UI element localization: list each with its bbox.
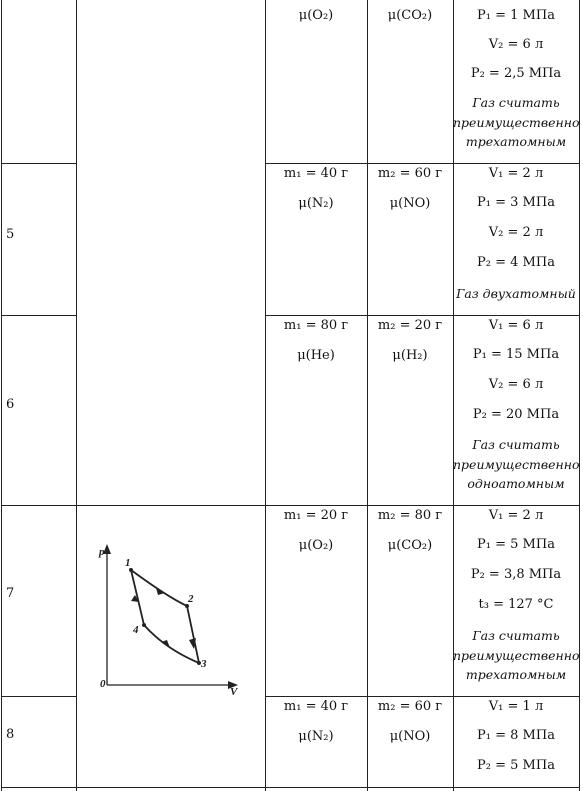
origin-label: 0 (100, 678, 106, 690)
table-row (0, 697, 583, 787)
row-number: 8 (6, 727, 15, 742)
param-value: P₂ = 20 МПа (472, 407, 560, 422)
table-border-bottom (1, 787, 580, 788)
param-value: P₁ = 1 МПа (477, 8, 555, 23)
param-value: V₁ = 6 л (488, 318, 544, 333)
param-value: P₂ = 3,8 МПа (470, 567, 562, 582)
point-4-label: 4 (133, 624, 139, 636)
param-value: V₂ = 6 л (488, 37, 544, 52)
param-value: P₂ = 5 МПа (477, 758, 555, 773)
mass-2: m₂ = 60 г (377, 166, 443, 181)
row-number: 5 (6, 227, 15, 242)
params-cell (453, 0, 579, 163)
pv-cycle-diagram (90, 540, 250, 700)
param-value: V₂ = 6 л (488, 377, 544, 392)
row-number: 7 (6, 586, 15, 601)
point-3-label: 3 (201, 658, 207, 670)
mass-1: m₁ = 40 г (283, 166, 349, 181)
param-value: P₁ = 8 МПа (477, 728, 555, 743)
params-cell (453, 506, 579, 696)
mass-1: m₁ = 80 г (283, 318, 349, 333)
molar-mass-1: μ(N₂) (298, 729, 334, 744)
mu2-cell (367, 0, 453, 163)
table-row (0, 316, 583, 505)
molar-mass-2: μ(NO) (389, 729, 431, 744)
mass2-cell (367, 164, 453, 315)
molar-mass-2: μ(H₂) (392, 348, 428, 363)
gas-note: Газ двухатомный (456, 286, 576, 301)
table-row (0, 506, 583, 696)
mass-2: m₂ = 20 г (377, 318, 443, 333)
table-row (0, 164, 583, 315)
param-value: V₁ = 2 л (488, 166, 544, 181)
param-value: P₁ = 15 МПа (472, 347, 560, 362)
point-4-dot (142, 623, 146, 627)
mass2-cell (367, 316, 453, 505)
mass-1: m₁ = 40 г (283, 699, 349, 714)
molar-mass-1: μ(N₂) (298, 196, 334, 211)
mu1-cell (265, 0, 367, 163)
param-value: P₂ = 2,5 МПа (470, 66, 562, 81)
mass1-cell (265, 164, 367, 315)
param-value: P₁ = 5 МПа (477, 537, 555, 552)
point-2-label: 2 (188, 593, 194, 605)
param-value: V₂ = 2 л (488, 225, 544, 240)
molar-mass-2: μ(CO₂) (387, 538, 433, 553)
gas-note: Газ считать преимущественно трехатомным (453, 628, 580, 682)
param-value: t₃ = 127 °С (478, 597, 554, 612)
mass1-cell (265, 506, 367, 696)
param-value: P₁ = 3 МПа (477, 195, 555, 210)
mass-1: m₁ = 20 г (283, 508, 349, 523)
param-value: V₁ = 2 л (488, 508, 544, 523)
params-cell (453, 697, 579, 787)
mass2-cell (367, 697, 453, 787)
gas-note: Газ считать преимущественно трехатомным (453, 95, 580, 149)
molar-mass-2: μ(NO) (389, 196, 431, 211)
params-cell (453, 164, 579, 315)
param-value: V₁ = 1 л (488, 699, 544, 714)
table-row (0, 0, 583, 163)
mass-2: m₂ = 80 г (377, 508, 443, 523)
gas-note: Газ считать преимущественно одноатомным (453, 437, 580, 491)
cycle-path (131, 570, 199, 663)
molar-mass-1: μ(O₂) (298, 538, 334, 553)
mass1-cell (265, 697, 367, 787)
arrow-1-2 (156, 588, 165, 595)
molar-mass-1: μ(He) (297, 348, 335, 363)
row-number: 6 (6, 397, 15, 412)
molar-mass-2: μ(CO₂) (387, 8, 433, 23)
point-1-label: 1 (125, 557, 131, 569)
molar-mass-1: μ(O₂) (298, 8, 334, 23)
mass1-cell (265, 316, 367, 505)
mass2-cell (367, 506, 453, 696)
axis-p-label: p (99, 546, 105, 558)
mass-2: m₂ = 60 г (377, 699, 443, 714)
axis-v-label: V (230, 686, 238, 698)
param-value: P₂ = 4 МПа (477, 255, 555, 270)
params-cell (453, 316, 579, 505)
